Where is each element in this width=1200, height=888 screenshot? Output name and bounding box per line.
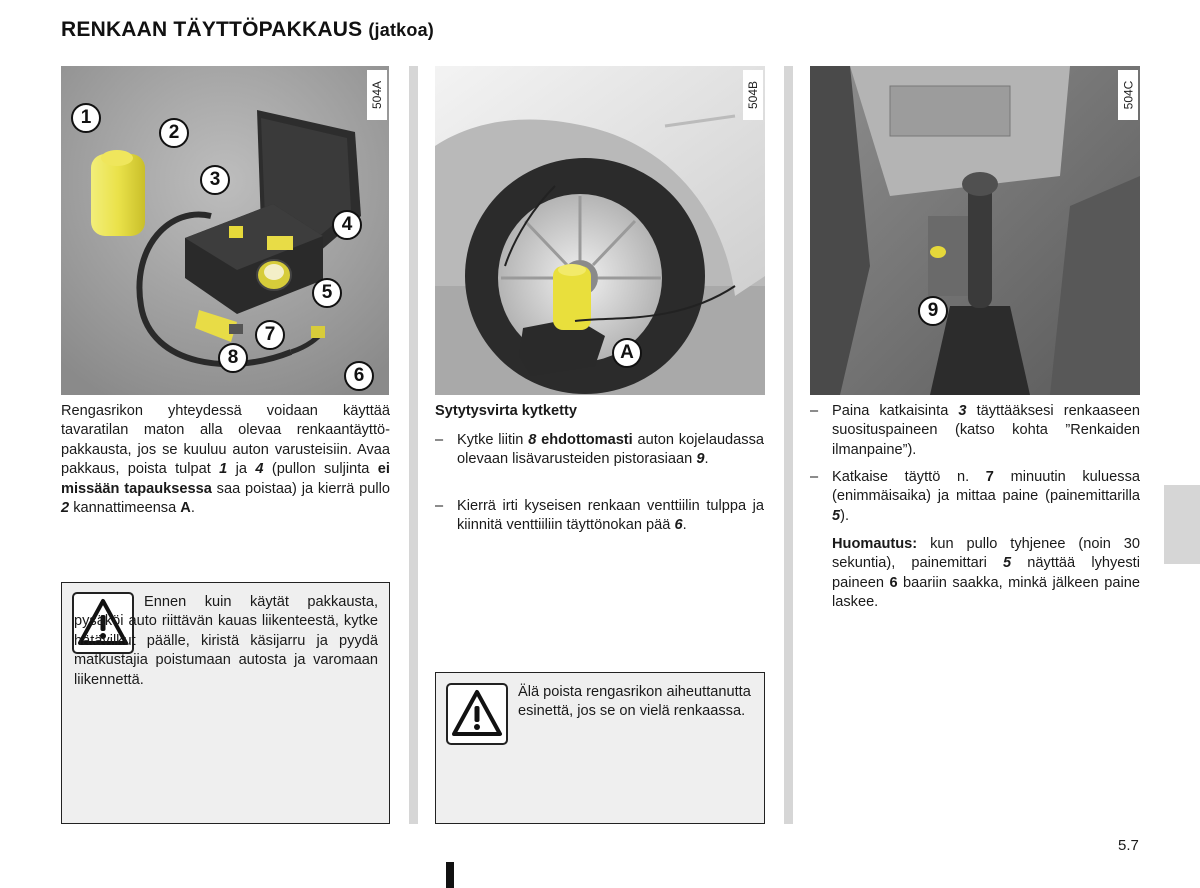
callout-7: 7: [255, 320, 285, 350]
image-code: 504C: [1118, 70, 1138, 120]
callout-3: 3: [200, 165, 230, 195]
warning-box: [61, 582, 390, 824]
note-paragraph: Huomautus: kun pullo tyhjenee (noin 30 sekuntia), painemittari 5 näyttää lyhyesti paineen 6 baariin saakka, minkä jälkeen paine laskee.: [832, 536, 1140, 611]
image-code: 504A: [367, 70, 387, 120]
photo-wheel: [435, 66, 765, 395]
warning-text: Älä poista rengasrikon aiheuttanutta esinettä, jos se on vielä renkaassa.: [518, 684, 751, 720]
section-heading: Sytytysvirta kytketty: [435, 403, 577, 419]
section-tab: [1164, 485, 1200, 564]
callout-A: A: [612, 338, 642, 368]
warning-icon: [446, 683, 508, 745]
list-item: – Paina katkaisinta 3 täyttääksesi renkaaseen suosituspaineen (katso kohta ”Renkaiden ilmanpaine”).: [810, 403, 1140, 458]
crop-mark: [446, 862, 454, 888]
list-item: – Kytke liitin 8 ehdottomasti auton kojelaudassa olevaan lisävarusteiden pistorasiaan 9.: [435, 432, 764, 468]
list-item: – Katkaise täyttö n. 7 minuutin kuluessa (enimmäisaika) ja mittaa paine (painemittarilla 5).: [810, 469, 1140, 524]
warning-box: [435, 672, 765, 824]
title-sub: (jatkoa): [368, 20, 434, 40]
callout-2: 2: [159, 118, 189, 148]
callout-4: 4: [332, 210, 362, 240]
image-code: 504B: [743, 70, 763, 120]
callout-9: 9: [918, 296, 948, 326]
callout-1: 1: [71, 103, 101, 133]
list-item: – Kierrä irti kyseisen renkaan venttiilin tulppa ja kiinnitä venttiiliin täyttönokan pää 6.: [435, 498, 764, 534]
warning-text: Ennen kuin käytät pakkausta, pysäköi auto riittävän kauas liikenteestä, kytke hätävilkut päälle, kiristä käsijarru ja pyydä matkustajia poistumaan autosta ja varomaan liikennettä.: [74, 594, 378, 688]
page-title: [61, 18, 434, 42]
callout-8: 8: [218, 343, 248, 373]
intro-paragraph: Rengasrikon yhteydessä voidaan käyttää tavaratilan maton alla olevaa renkaantäyttö-pakkausta, jos se kuuluu auton varusteisiin. Avaa pakkaus, poista tulpat 1 ja 4 (pullon suljinta ei missään tapauksessa saa poistaa) ja kierrä pullo 2 kannattimeensa A.: [61, 403, 390, 517]
photo-interior: [810, 66, 1140, 395]
photo-kit: [61, 66, 389, 395]
callout-6: 6: [344, 361, 374, 391]
callout-5: 5: [312, 278, 342, 308]
column-separator: [784, 66, 793, 824]
column-separator: [409, 66, 418, 824]
page-number: 5.7: [1118, 837, 1139, 854]
title-main: RENKAAN TÄYTTÖPAKKAUS: [61, 18, 363, 41]
